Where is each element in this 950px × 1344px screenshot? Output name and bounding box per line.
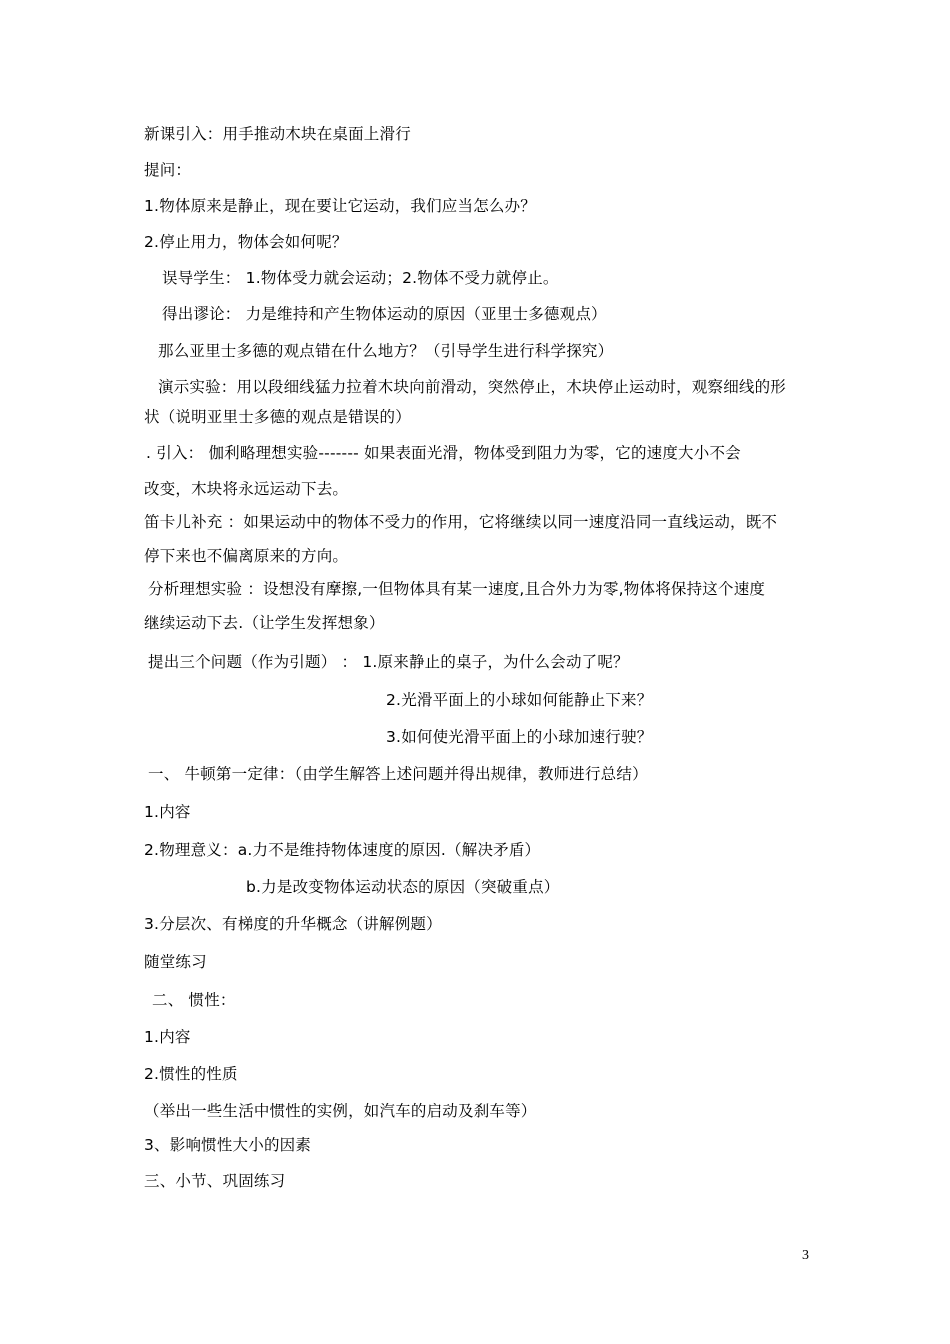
section-2-example: （举出一些生活中惯性的实例，如汽车的启动及刹车等）: [144, 1102, 537, 1120]
ideal-experiment-line-cont: 继续运动下去.（让学生发挥想象）: [144, 614, 385, 632]
section-2-item-1: 1.内容: [144, 1028, 191, 1046]
ideal-experiment-line: 分析理想实验 ：设想没有摩擦,一但物体具有某一速度,且合外力为零,物体将保持这个速度: [148, 580, 766, 598]
question-heading: 提问：: [144, 161, 192, 179]
section-3-heading: 三、小节、巩固练习: [144, 1172, 286, 1190]
section-1-item-2b: b.力是改变物体运动状态的原因（突破重点）: [246, 878, 560, 896]
galileo-line-cont: 改变，木块将永远运动下去。: [144, 480, 349, 498]
galileo-line: . 引入： 伽利略理想实验------- 如果表面光滑，物体受到阻力为零，它的速度大小不会: [146, 444, 741, 462]
inquiry-line: 那么亚里士多德的观点错在什么地方？（引导学生进行科学探究）: [158, 342, 614, 360]
section-1-item-1: 1.内容: [144, 803, 191, 821]
descartes-line: 笛卡儿补充 ：如果运动中的物体不受力的作用，它将继续以同一速度沿同一直线运动，既不: [144, 513, 778, 531]
fallacy-line: 得出谬论： 力是维持和产生物体运动的原因（亚里士多德观点）: [162, 305, 607, 323]
three-questions-line: 提出三个问题（作为引题） ： 1.原来静止的桌子，为什么会动了呢？: [148, 653, 629, 671]
misleading-line: 误导学生： 1.物体受力就会运动；2.物体不受力就停止。: [162, 269, 559, 287]
practice-line: 随堂练习: [144, 953, 207, 971]
question-2: 2.停止用力，物体会如何呢？: [144, 233, 348, 251]
section-2-item-2: 2.惯性的性质: [144, 1065, 238, 1083]
demo-experiment-line: 演示实验：用以段细线猛力拉着木块向前滑动，突然停止，木块停止运动时，观察细线的形: [158, 378, 787, 396]
section-1-heading: 一、 牛顿第一定律：（由学生解答上述问题并得出规律，教师进行总结）: [148, 765, 648, 783]
descartes-line-cont: 停下来也不偏离原来的方向。: [144, 547, 349, 565]
three-questions-item-2: 2.光滑平面上的小球如何能静止下来？: [386, 691, 653, 709]
section-2-item-3: 3、影响惯性大小的因素: [144, 1136, 312, 1154]
question-1: 1.物体原来是静止，现在要让它运动，我们应当怎么办？: [144, 197, 536, 215]
intro-line: 新课引入：用手推动木块在桌面上滑行: [144, 125, 411, 143]
demo-experiment-line-cont: 状（说明亚里士多德的观点是错误的）: [144, 408, 411, 426]
section-2-heading: 二、 惯性：: [152, 991, 236, 1009]
three-questions-item-3: 3.如何使光滑平面上的小球加速行驶？: [386, 728, 653, 746]
page-number: 3: [802, 1248, 809, 1263]
section-1-item-2: 2.物理意义：a.力不是维持物体速度的原因.（解决矛盾）: [144, 841, 541, 859]
section-1-item-3: 3.分层次、有梯度的升华概念（讲解例题）: [144, 915, 442, 933]
